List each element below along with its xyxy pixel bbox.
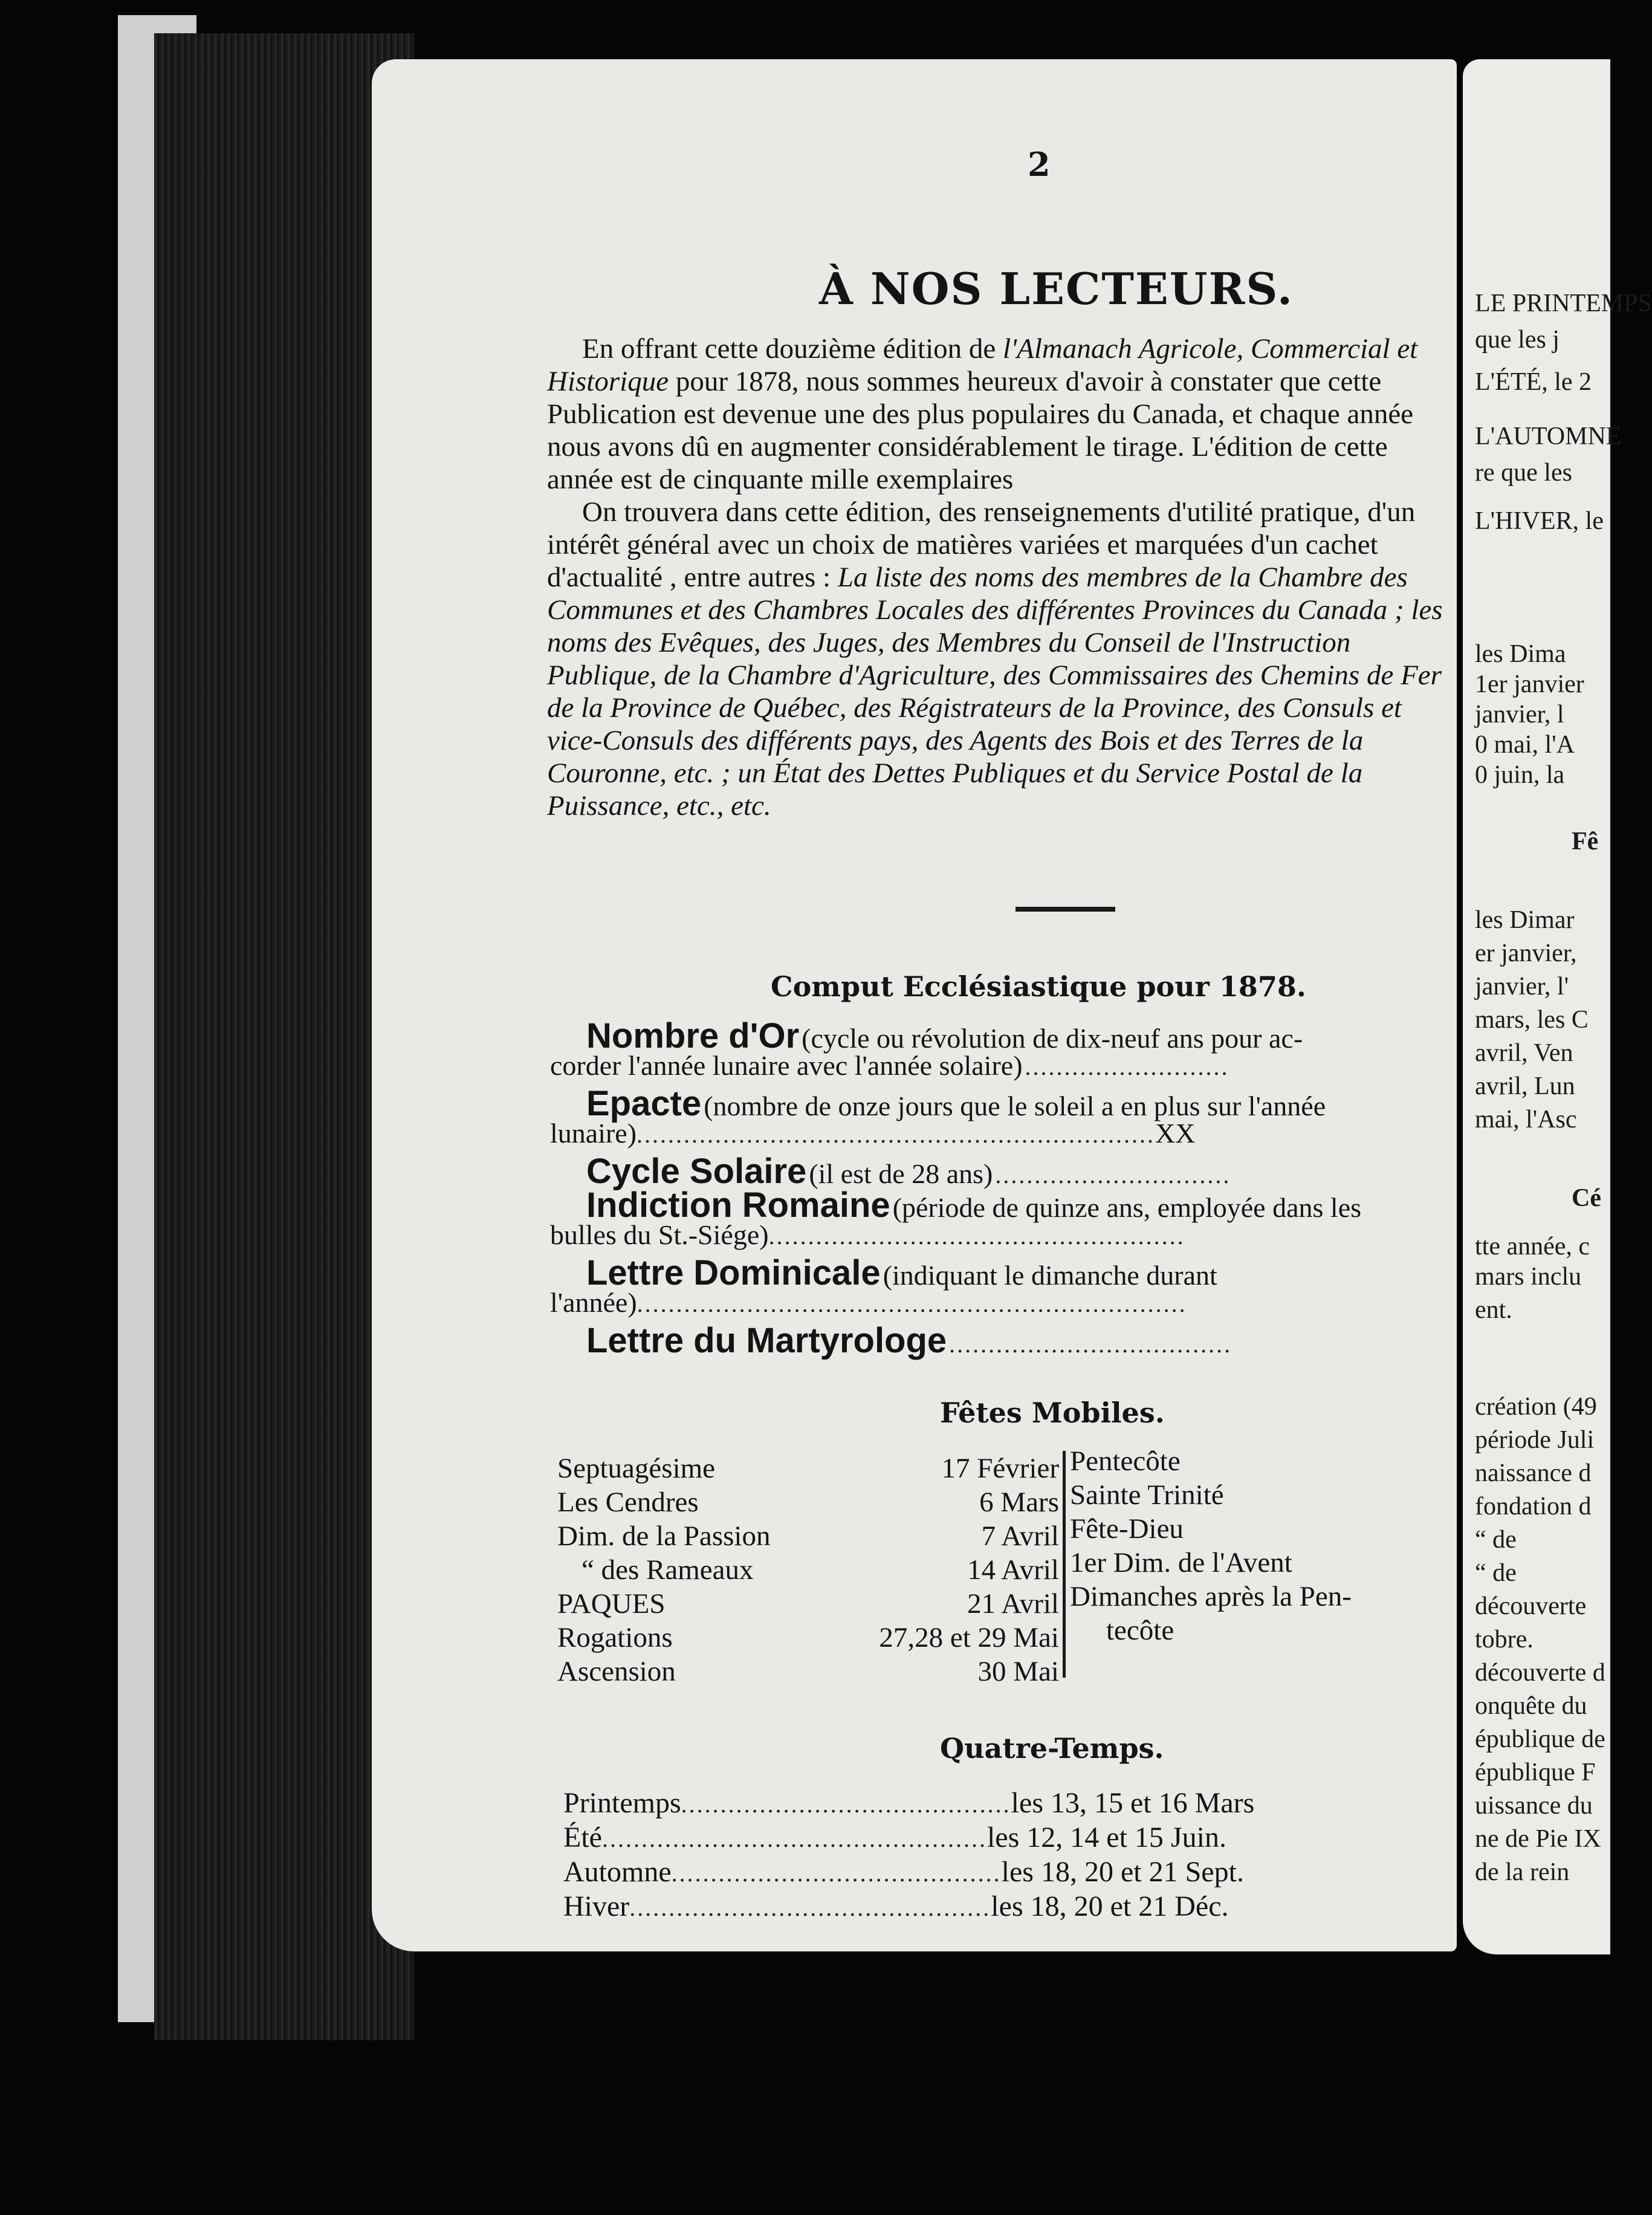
- right-page-fragment: er janvier,: [1475, 939, 1577, 967]
- leader-dots: ..........................: [1025, 1053, 1229, 1080]
- fete-row: [557, 1486, 1059, 1520]
- right-page-fragment: naissance d: [1475, 1459, 1592, 1487]
- right-page-fragment: ne de Pie IX: [1475, 1825, 1601, 1853]
- fete-date: 21 Avril: [967, 1588, 1059, 1620]
- epacte-value: XX: [1155, 1118, 1196, 1149]
- page-title: À NOS LECTEURS.: [819, 263, 1294, 314]
- intro-p1-text-c: pour 1878, nous sommes heureux d'avoir à constater que cette Publication est devenue une des plus populaires du Canada, et chaque année nous avons dû en augmenter considérablement le tirage. L'édition de cette année est de cinquante mille exemplaires: [547, 366, 1414, 495]
- fetes-right-column: [1070, 1445, 1457, 1648]
- right-page-fragment: fondation d: [1475, 1493, 1592, 1520]
- right-page-fragment: les Dimar: [1475, 906, 1575, 934]
- fete-name: Les Cendres: [557, 1487, 699, 1518]
- right-page-fragment: L'HIVER, le: [1475, 507, 1604, 535]
- fete-name: tecôte: [1106, 1615, 1174, 1646]
- fete-row: [1070, 1614, 1457, 1648]
- quatre-temps-row: [563, 1890, 1458, 1924]
- comput-row: [550, 1219, 1445, 1253]
- fete-name: PAQUES: [557, 1588, 666, 1620]
- martyrologe-term: Lettre du Martyrologe: [586, 1321, 947, 1360]
- fete-row: [1070, 1513, 1457, 1546]
- right-page-fragment: uissance du: [1475, 1792, 1593, 1820]
- right-page-fragment: L'ÉTÉ, le 2: [1475, 368, 1592, 396]
- column-divider: [1063, 1451, 1066, 1678]
- intro-paragraph-2: [547, 496, 1454, 822]
- season-name: Été: [563, 1821, 602, 1853]
- fete-row: [557, 1554, 1059, 1587]
- fete-date: 17 Février: [941, 1453, 1059, 1484]
- comput-row: [550, 1320, 1445, 1360]
- fete-name: Rogations: [557, 1622, 673, 1653]
- season-name: Printemps: [563, 1787, 681, 1819]
- fete-row: [1070, 1479, 1457, 1513]
- fete-date: 6 Mars: [979, 1487, 1059, 1518]
- right-page-fragment: épublique F: [1475, 1759, 1596, 1786]
- leader-dots: ..........................................: [681, 1791, 1011, 1818]
- right-page-fragment: que les j: [1475, 326, 1560, 354]
- right-page-fragment: mars, les C: [1475, 1006, 1589, 1034]
- comput-row: [550, 1083, 1445, 1123]
- quatre-temps-heading: Quatre-Temps.: [940, 1732, 1164, 1765]
- fete-date: 27,28 et 29 Mai: [879, 1622, 1059, 1653]
- right-page-fragment: janvier, l': [1475, 973, 1569, 1000]
- fete-row: [1070, 1445, 1457, 1479]
- section-divider: [1015, 907, 1115, 912]
- fete-name: Fête-Dieu: [1070, 1513, 1184, 1545]
- intro-p1-text-a: En offrant cette douzième édition de: [582, 333, 1003, 365]
- cycle-solaire-desc: (il est de 28 ans): [809, 1158, 993, 1189]
- right-page-fragment: Cé: [1572, 1184, 1601, 1212]
- fete-name: “ des Rameaux: [581, 1554, 754, 1586]
- fete-row: [557, 1621, 1059, 1655]
- fete-name: Pentecôte: [1070, 1445, 1181, 1477]
- season-dates: les 13, 15 et 16 Mars: [1011, 1787, 1255, 1819]
- right-page-fragment: avril, Lun: [1475, 1072, 1575, 1100]
- season-dates: les 18, 20 et 21 Déc.: [991, 1890, 1229, 1922]
- right-page-fragment: janvier, l: [1475, 701, 1564, 728]
- right-page-fragment: onquête du: [1475, 1692, 1587, 1720]
- intro-p2-text-a: On trouvera dans cette édition, des renseignements d'utilité pratique, d'un intérêt général avec un choix de matières variées et marquées d'un cachet d'actualité , entre autres :: [547, 496, 1416, 593]
- comput-row: [550, 1117, 1445, 1151]
- season-name: Hiver: [563, 1890, 630, 1922]
- right-page-fragment: période Juli: [1475, 1426, 1595, 1454]
- comput-row: [550, 1286, 1445, 1320]
- right-page-fragment: Fê: [1572, 828, 1599, 855]
- comput-row: [550, 1151, 1445, 1191]
- right-page-fragment: 0 mai, l'A: [1475, 731, 1575, 759]
- fete-name: Sainte Trinité: [1070, 1479, 1224, 1511]
- right-page-fragment: 0 juin, la: [1475, 761, 1565, 789]
- indiction-term: Indiction Romaine: [586, 1185, 890, 1225]
- right-page-fragment: avril, Ven: [1475, 1039, 1573, 1067]
- right-page-fragment: “ de: [1475, 1559, 1517, 1587]
- nombre-dor-term: Nombre d'Or: [586, 1016, 800, 1056]
- right-page-fragment: re que les: [1475, 459, 1572, 487]
- nombre-dor-desc-cont: corder l'année lunaire avec l'année solaire): [550, 1050, 1023, 1081]
- fete-date: 7 Avril: [981, 1520, 1059, 1552]
- right-page-partial: [1463, 59, 1652, 1954]
- epacte-desc-cont: lunaire): [550, 1118, 637, 1149]
- indiction-desc: (période de quinze ans, employée dans les: [892, 1192, 1362, 1223]
- fete-name: Dimanches après la Pen-: [1070, 1581, 1352, 1612]
- comput-row: [550, 1049, 1445, 1083]
- fete-row: [557, 1452, 1059, 1486]
- right-page-fragment: mai, l'Asc: [1475, 1106, 1577, 1133]
- season-name: Automne: [563, 1856, 672, 1888]
- right-page-fragment: les Dima: [1475, 640, 1566, 668]
- right-page-fragment: tobre.: [1475, 1626, 1534, 1653]
- leader-dots: ..........................................: [671, 1860, 1002, 1887]
- leader-dots: ....................................: [949, 1331, 1233, 1358]
- intro-paragraph-1: [547, 332, 1454, 496]
- fete-row: [1070, 1546, 1457, 1580]
- intro-text: [547, 332, 1454, 822]
- leader-dots: ......................................................................: [637, 1290, 1187, 1317]
- fete-name: Dim. de la Passion: [557, 1520, 771, 1552]
- right-page-fragment: “ de: [1475, 1526, 1517, 1554]
- comput-row: [550, 1016, 1445, 1056]
- nombre-dor-desc: (cycle ou révolution de dix-neuf ans pour ac-: [802, 1023, 1303, 1054]
- fetes-left-column: [557, 1452, 1059, 1689]
- fetes-heading: Fêtes Mobiles.: [940, 1396, 1165, 1429]
- leader-dots: ..................................................................: [637, 1121, 1156, 1148]
- comput-section: [550, 1016, 1445, 1360]
- right-page-fragment: découverte d: [1475, 1659, 1605, 1687]
- lettre-dominicale-desc-cont: l'année): [550, 1287, 637, 1318]
- fete-name: Ascension: [557, 1656, 676, 1687]
- fete-name: 1er Dim. de l'Avent: [1070, 1547, 1292, 1578]
- right-page-fragment: découverte: [1475, 1592, 1587, 1620]
- season-dates: les 18, 20 et 21 Sept.: [1001, 1856, 1244, 1888]
- epacte-term: Epacte: [586, 1084, 702, 1123]
- right-page-fragment: ent.: [1475, 1296, 1512, 1324]
- quatre-temps-table: [563, 1786, 1458, 1924]
- leader-dots: .................................................: [601, 1825, 987, 1852]
- right-page-fragment: création (49: [1475, 1393, 1597, 1421]
- season-dates: les 12, 14 et 15 Juin.: [986, 1821, 1226, 1853]
- intro-p1-italic: l'Almanach Agricole, Commercial et Historique: [547, 333, 1418, 397]
- right-page-fragment: L'AUTOMNE: [1475, 423, 1622, 450]
- right-page-fragment: LE PRINTEMPS: [1475, 290, 1652, 317]
- lettre-dominicale-term: Lettre Dominicale: [586, 1253, 881, 1292]
- quatre-temps-row: [563, 1786, 1458, 1821]
- right-page-fragment: tte année, c: [1475, 1233, 1590, 1260]
- page-number: 2: [1028, 145, 1051, 184]
- fete-date: 30 Mai: [977, 1656, 1059, 1687]
- leader-dots: .....................................................: [768, 1222, 1185, 1250]
- fete-row: [557, 1520, 1059, 1554]
- cycle-solaire-term: Cycle Solaire: [586, 1152, 807, 1191]
- comput-row: [550, 1253, 1445, 1292]
- comput-heading: Comput Ecclésiastique pour 1878.: [771, 970, 1306, 1003]
- leader-dots: ..............................: [995, 1161, 1231, 1189]
- fete-name: Septuagésime: [557, 1453, 716, 1484]
- quatre-temps-row: [563, 1855, 1458, 1890]
- right-page-fragment: mars inclu: [1475, 1263, 1582, 1291]
- right-page-fragment: de la rein: [1475, 1858, 1570, 1886]
- quatre-temps-row: [563, 1821, 1458, 1855]
- indiction-desc-cont: bulles du St.-Siége): [550, 1219, 769, 1250]
- epacte-desc: (nombre de onze jours que le soleil a en plus sur l'année: [704, 1091, 1326, 1121]
- fete-row: [557, 1655, 1059, 1689]
- fete-date: 14 Avril: [967, 1554, 1059, 1586]
- comput-row: [550, 1185, 1445, 1225]
- right-page-fragment: 1er janvier: [1475, 670, 1584, 698]
- right-page-fragment: épublique de: [1475, 1725, 1605, 1753]
- lettre-dominicale-desc: (indiquant le dimanche durant: [883, 1260, 1217, 1291]
- fete-row: [557, 1587, 1059, 1621]
- fete-row: [1070, 1580, 1457, 1614]
- leader-dots: ..............................................: [629, 1894, 991, 1921]
- intro-p2-italic: La liste des noms des membres de la Chambre des Communes et des Chambres Locales des différentes Provinces du Canada ; les noms des Evêques, des Juges, des Membres du Conseil de l'Instruction Publique, de la Chambre d'Agriculture, des Commissaires des Chemins de Fer de la Province de Québec, des Régistrateurs de la Province, des Consuls et vice-Consuls des différents pays, des Agents des Bois et des Terres de la Couronne, etc. ; un État des Dettes Publiques et du Service Postal de la Puissance, etc., etc.: [547, 562, 1443, 822]
